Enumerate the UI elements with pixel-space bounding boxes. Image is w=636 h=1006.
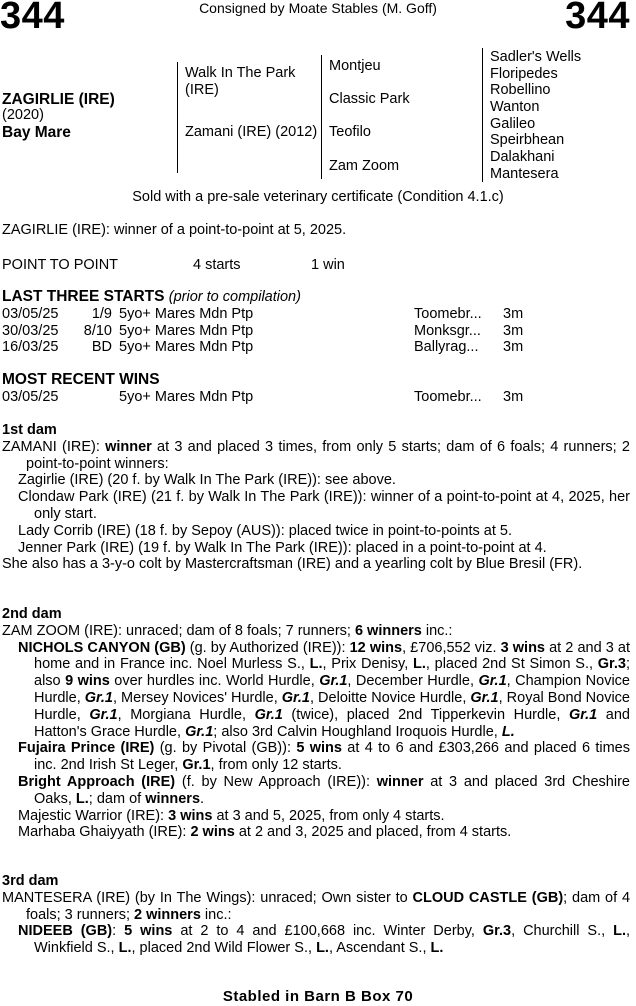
pedigree-sire-sire: Montjeu: [329, 58, 381, 74]
last-start-course: Ballyrag...: [414, 339, 479, 355]
bright-t2: at 3 and placed 3rd Cheshire Oaks,: [34, 773, 630, 807]
nichols-t13: , Morgiana Hurdle,: [117, 706, 255, 723]
second-dam-section: [2, 606, 630, 841]
pedigree-gen4-2: Floripedes: [490, 66, 558, 82]
pedigree-gen4-3: Robellino: [490, 82, 551, 98]
last-start-pos: BD: [91, 339, 112, 355]
bright-l1: L.: [75, 790, 89, 807]
fujaira-t3: , from only 12 starts.: [210, 757, 342, 774]
first-dam-section: [2, 422, 630, 573]
nichols-w1: 12 wins: [349, 639, 403, 656]
nideeb-t1: :: [112, 923, 125, 940]
nideeb-g3: Gr.3: [482, 923, 512, 940]
marhaba-name: Marhaba Ghaiyyath (IRE):: [18, 824, 191, 841]
pedigree-gen4-8: Mantesera: [490, 166, 559, 182]
last-start-race: 5yo+ Mares Mdn Ptp: [119, 322, 254, 339]
progeny-marhaba-ghaiyyath: [2, 824, 630, 841]
horse-year: (2020): [2, 107, 44, 123]
nichols-w2: 3 wins: [500, 639, 545, 656]
second-dam-winners: 6 winners: [354, 622, 422, 639]
nichols-t9: , Champion Novice Hurdle,: [34, 673, 630, 706]
majestic-rest: at 3 and 5, 2025, from only 4 starts.: [212, 807, 445, 824]
last-start-pos: 1/9: [91, 306, 112, 322]
nichols-g1b: Gr.1: [478, 673, 507, 690]
pedigree-dam-sire: Teofilo: [329, 124, 371, 140]
nideeb-l2: L.: [118, 940, 132, 957]
bright-t3: ; dam of: [88, 790, 146, 807]
first-dam-foal-1: Zagirlie (IRE) (20 f. by Walk In The Park (IRE)): see above.: [18, 472, 396, 489]
nichols-t11: , Deloitte Novice Hurdle,: [310, 689, 471, 706]
nichols-g1h: Gr.1: [568, 706, 598, 723]
sold-note: Sold with a pre-sale veterinary certificate (Condition 4.1.c): [132, 189, 504, 205]
last-start-date: 16/03/25: [2, 339, 59, 355]
third-dam-name: MANTESERA (IRE) (by In The Wings): unraced; Own sister to: [2, 889, 413, 906]
lot-number-right: 344: [565, 0, 630, 37]
second-dam-name: ZAM ZOOM (IRE): unraced; dam of 8 foals; 7 runners;: [2, 622, 355, 639]
last-start-race: 5yo+ Mares Mdn Ptp: [119, 306, 254, 322]
first-dam-intro: [2, 439, 630, 473]
lot-number-left: 344: [0, 0, 65, 37]
third-dam-title: 3rd dam: [2, 873, 59, 889]
record-wins: 1 win: [311, 257, 345, 273]
nideeb-t4: , Winkfield S.,: [34, 923, 631, 957]
pedigree-dam-dam: Zam Zoom: [329, 158, 400, 174]
nideeb-t3: , Churchill S.,: [511, 923, 614, 940]
horse-name: ZAGIRLIE (IRE): [2, 91, 115, 108]
marhaba-wins: 2 wins: [190, 824, 235, 841]
nichols-w3: 9 wins: [65, 673, 110, 690]
nichols-l3: L.: [501, 723, 515, 740]
third-dam-sibling: CLOUD CASTLE (GB): [412, 889, 564, 906]
pedigree-gen4-5: Galileo: [490, 116, 536, 132]
nichols-t2: , £706,552 viz.: [402, 639, 501, 656]
nichols-g1f: Gr.1: [89, 706, 118, 723]
nichols-g1d: Gr.1: [281, 689, 310, 706]
last-three-title: LAST THREE STARTS: [2, 288, 165, 305]
recent-wins-title: MOST RECENT WINS: [2, 371, 160, 388]
nichols-g3: Gr.3: [597, 656, 626, 673]
third-dam-inc: inc.:: [200, 906, 232, 923]
majestic-wins: 3 wins: [168, 807, 213, 824]
progeny-bright-approach: [2, 774, 630, 808]
fujaira-t2: at 4 to 6 and £303,266 and placed 6 times inc. 2nd Irish St Leger,: [34, 740, 630, 774]
nideeb-t6: , Ascendant S.,: [328, 940, 431, 957]
progeny-nideeb: [2, 923, 630, 957]
nichols-name: NICHOLS CANYON (GB): [18, 639, 186, 656]
last-start-date: 03/05/25: [2, 306, 59, 322]
third-dam-intro: [2, 890, 630, 924]
last-start-course: Monksgr...: [414, 322, 481, 339]
nichols-t12: , Royal Bond Novice Hurdle,: [34, 689, 630, 723]
recent-win-dist: 3m: [503, 389, 524, 405]
nideeb-t5: , placed 2nd Wild Flower S.,: [131, 940, 317, 957]
nichols-g1g: Gr.1: [254, 706, 283, 723]
pedigree-bracket-1: [177, 62, 178, 173]
nichols-g1e: Gr.1: [470, 689, 499, 706]
first-dam-title: 1st dam: [2, 422, 57, 438]
first-dam-foal-4: Jenner Park (IRE) (19 f. by Walk In The Park (IRE)): placed in a point-to-point at 4.: [18, 539, 547, 556]
nichols-t14: (twice), placed 2nd Tipperkevin Hurdle,: [282, 706, 569, 723]
nichols-l1: L.: [309, 656, 323, 673]
nideeb-w1: 5 wins: [124, 923, 173, 940]
pedigree-gen4-4: Wanton: [490, 99, 540, 115]
last-start-dist: 3m: [503, 339, 524, 355]
progeny-fujaira-prince: [2, 740, 630, 774]
third-dam-winners: 2 winners: [134, 906, 201, 923]
nideeb-name: NIDEEB (GB): [18, 923, 113, 940]
marhaba-rest: at 2 and 3, 2025 and placed, from 4 starts.: [234, 824, 512, 841]
progeny-nichols-canyon: [2, 640, 630, 741]
second-dam-inc: inc.:: [421, 622, 453, 639]
first-dam-foal-2: Clondaw Park (IRE) (21 f. by Walk In The Park (IRE)): winner of a point-to-point at 4, 2025, her only start.: [18, 489, 630, 522]
nichols-t6: ; also: [34, 656, 631, 690]
nichols-t5: , placed 2nd St Simon S.,: [425, 656, 598, 673]
third-dam-section: [2, 873, 630, 957]
recent-win-date: 03/05/25: [2, 389, 59, 405]
record-label: POINT TO POINT: [2, 257, 119, 273]
nichols-t7: over hurdles inc. World Hurdle,: [109, 673, 320, 690]
summary: ZAGIRLIE (IRE): winner of a point-to-point at 5, 2025.: [2, 222, 347, 238]
majestic-name: Majestic Warrior (IRE):: [18, 807, 169, 824]
second-dam-title: 2nd dam: [2, 606, 62, 622]
pedigree-gen4-1: Sadler's Wells: [490, 49, 582, 65]
bright-name: Bright Approach (IRE): [18, 773, 176, 790]
nichols-g1i: Gr.1: [185, 723, 214, 740]
horse-sex: Bay Mare: [2, 124, 71, 141]
last-three-note: (prior to compilation): [168, 289, 301, 305]
nichols-l2: L.: [413, 656, 426, 673]
nichols-t4: , Prix Denisy,: [322, 656, 413, 673]
last-start-date: 30/03/25: [2, 322, 59, 339]
first-dam-foal-3: Lady Corrib (IRE) (18 f. by Sepoy (AUS)): placed twice in point-to-points at 5.: [18, 522, 513, 539]
last-start-race: 5yo+ Mares Mdn Ptp: [119, 339, 254, 355]
last-start-course: Toomebr...: [414, 306, 482, 322]
first-dam-record: at 3 and placed 3 times, from only 5 starts; dam of 6 foals; 4 runners; 2 point-to-point winners:: [26, 438, 630, 472]
bright-w2: winners: [145, 790, 201, 807]
nichols-t8: , December Hurdle,: [347, 673, 479, 690]
first-dam-also: She also has a 3-y-o colt by Mastercraftsman (IRE) and a yearling colt by Blue Bresil (FR).: [2, 556, 583, 573]
fujaira-w1: 5 wins: [296, 740, 342, 757]
nichols-t15: and Hatton's Grace Hurdle,: [34, 706, 630, 740]
nideeb-l4: L.: [430, 940, 444, 957]
fujaira-t1: (g. by Pivotal (GB)):: [154, 740, 297, 757]
last-start-dist: 3m: [503, 322, 524, 339]
recent-win-course: Toomebr...: [414, 389, 482, 405]
nichols-t16: ; also 3rd Calvin Houghland Iroquois Hurdle,: [213, 723, 502, 740]
nichols-t3: at 2 and 3 at home and in France inc. Noel Murless S.,: [34, 639, 630, 673]
stabling-note: Stabled in Barn B Box 70: [222, 988, 414, 1005]
nideeb-t2: at 2 to 4 and £100,668 inc. Winter Derby,: [172, 923, 483, 940]
fujaira-g1: Gr.1: [182, 757, 211, 774]
pedigree-gen4-7: Dalakhani: [490, 149, 555, 165]
first-dam-winner: winner: [105, 438, 152, 455]
last-start-dist: 3m: [503, 306, 524, 322]
progeny-majestic-warrior: [2, 808, 630, 825]
last-three-heading: [2, 289, 301, 306]
nideeb-l3: L.: [316, 940, 329, 957]
nichols-g1c: Gr.1: [84, 689, 113, 706]
last-start-pos: 8/10: [83, 322, 112, 339]
nichols-t10: , Mersey Novices' Hurdle,: [113, 689, 282, 706]
nichols-t1: (g. by Authorized (IRE)):: [185, 639, 350, 656]
nichols-g1a: Gr.1: [319, 673, 348, 690]
fujaira-name: Fujaira Prince (IRE): [18, 740, 155, 757]
nideeb-l1: L.: [613, 923, 626, 940]
consignor: Consigned by Moate Stables (M. Goff): [199, 0, 437, 16]
record-starts: 4 starts: [193, 257, 241, 273]
recent-win-race: 5yo+ Mares Mdn Ptp: [119, 389, 254, 405]
pedigree-gen4-6: Speirbhean: [490, 132, 565, 148]
pedigree-bracket-2: [321, 55, 322, 179]
pedigree-dam: Zamani (IRE) (2012): [185, 124, 318, 140]
bright-w1: winner: [376, 773, 424, 790]
pedigree-bracket-3: [482, 48, 483, 182]
first-dam-name: ZAMANI (IRE):: [2, 438, 106, 455]
bright-t4: .: [200, 790, 205, 807]
bright-t1: (f. by New Approach (IRE)):: [175, 773, 377, 790]
second-dam-intro: [2, 623, 630, 640]
third-dam-foals: ; dam of 4 foals; 3 runners;: [26, 889, 631, 923]
pedigree-sire: Walk In The Park (IRE): [185, 65, 296, 98]
pedigree-sire-dam: Classic Park: [329, 91, 410, 107]
